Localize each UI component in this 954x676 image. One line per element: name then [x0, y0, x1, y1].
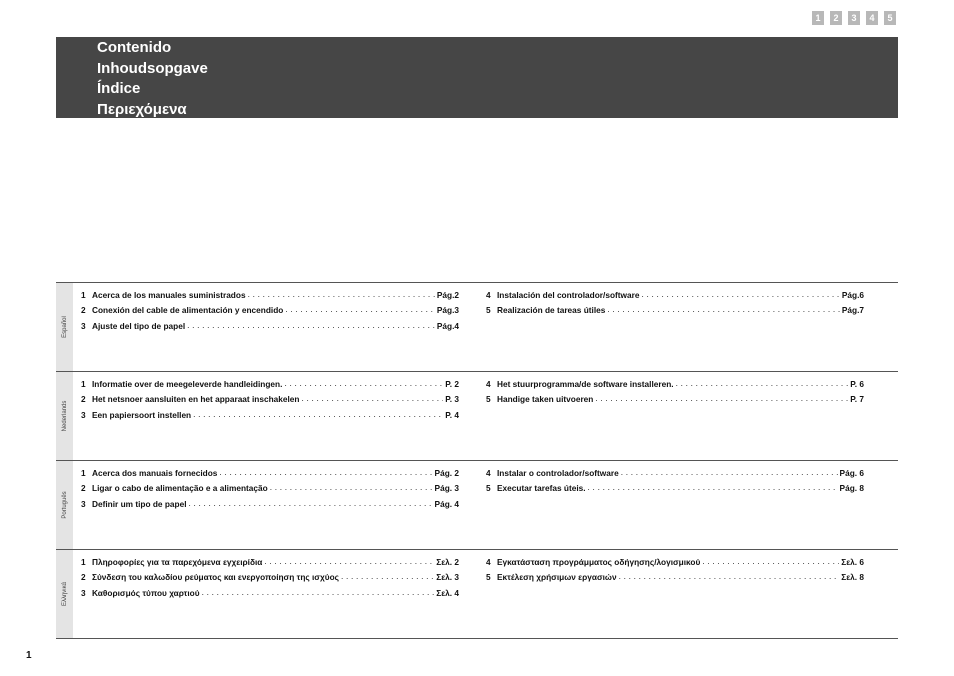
toc-page: Pág. 4 [434, 498, 459, 509]
toc-leader [588, 482, 838, 492]
toc-title: Een papiersoort instellen [92, 409, 192, 420]
toc-title: Conexión del cable de alimentación y encendido [92, 305, 284, 316]
toc-entry[interactable] [81, 394, 459, 409]
toc-number: 3 [81, 498, 86, 509]
toc-leader [641, 289, 839, 299]
toc-leader [341, 571, 434, 581]
toc-number: 4 [486, 290, 491, 300]
toc-number: 1 [81, 379, 86, 389]
toc-leader [270, 482, 433, 492]
toc-entry[interactable] [486, 394, 864, 409]
toc-number: 5 [486, 394, 491, 405]
toc-page: Σελ. 6 [841, 557, 864, 567]
header-title-es: Contenido [97, 39, 172, 56]
toc-title: Ligar o cabo de alimentação e a alimentação [92, 483, 268, 494]
toc-number: 3 [81, 587, 86, 598]
page-tab-1[interactable]: 1 [812, 11, 824, 25]
toc-column-left [81, 379, 459, 425]
toc-column-right [486, 468, 864, 499]
toc-entry[interactable] [486, 557, 864, 572]
toc-section-pt [56, 460, 898, 549]
toc-column-left [81, 290, 459, 336]
toc-leader [702, 556, 839, 566]
toc-entry[interactable] [486, 483, 864, 498]
toc-page: P. 2 [445, 379, 459, 389]
language-tab [56, 283, 73, 371]
toc-page: Pág. 3 [434, 483, 459, 494]
toc-leader [193, 409, 443, 419]
toc-entry[interactable] [81, 290, 459, 305]
toc-leader [621, 467, 838, 477]
toc-number: 2 [81, 572, 86, 583]
toc-page: Pág.3 [436, 305, 459, 316]
header-title-el: Περιεχόμενα [97, 100, 187, 118]
header-band [56, 37, 898, 118]
toc-title: Πληροφορίες για τα παρεχόμενα εγχειρίδια [92, 557, 263, 567]
toc-leader [284, 378, 443, 388]
toc-title: Instalar o controlador/software [497, 468, 619, 478]
language-label: Nederlands [61, 400, 68, 432]
toc-entry[interactable] [486, 305, 864, 320]
toc-number: 5 [486, 483, 491, 494]
toc-entry[interactable] [81, 588, 459, 603]
toc-page: P. 6 [850, 379, 864, 389]
toc-entry[interactable] [81, 410, 459, 425]
toc-number: 4 [486, 557, 491, 567]
toc-title: Acerca de los manuales suministrados [92, 290, 246, 300]
toc-number: 1 [81, 290, 86, 300]
toc-entry[interactable] [486, 290, 864, 305]
toc-title: Instalación del controlador/software [497, 290, 640, 300]
toc-title: Σύνδεση του καλωδίου ρεύματος και ενεργοποίηση της ισχύος [92, 572, 339, 583]
toc-leader [676, 378, 849, 388]
page-tab-3[interactable]: 3 [848, 11, 860, 25]
toc-title: Handige taken uitvoeren [497, 394, 594, 405]
toc-column-left [81, 557, 459, 603]
toc-page: Σελ. 3 [436, 572, 459, 583]
toc-column-left [81, 468, 459, 514]
toc-entry[interactable] [486, 572, 864, 587]
toc-page: Pág. 2 [434, 468, 459, 478]
toc-entry[interactable] [486, 379, 864, 394]
toc-leader [607, 304, 839, 314]
toc-column-right [486, 290, 864, 321]
toc-page: Pág.4 [436, 320, 459, 331]
toc-leader [187, 320, 435, 330]
toc-title: Ajuste del tipo de papel [92, 320, 186, 331]
toc-column-right [486, 557, 864, 588]
toc-title: Executar tarefas úteis. [497, 483, 586, 494]
toc-title: Het netsnoer aansluiten en het apparaat inschakelen [92, 394, 300, 405]
toc-page: Pág.6 [841, 290, 864, 300]
toc-leader [189, 498, 433, 508]
toc-number: 5 [486, 572, 491, 583]
header-title-pt: Índice [97, 80, 141, 97]
toc-page: Pág. 6 [839, 468, 864, 478]
toc-number: 1 [81, 557, 86, 567]
header-title-nl: Inhoudsopgave [97, 59, 208, 77]
toc-number: 5 [486, 305, 491, 316]
toc-page: P. 7 [850, 394, 864, 405]
toc-column-right [486, 379, 864, 410]
language-label: Português [61, 491, 68, 519]
toc-leader [619, 571, 840, 581]
language-tab [56, 550, 73, 638]
toc-entry[interactable] [81, 557, 459, 572]
language-tab [56, 461, 73, 549]
toc-leader [264, 556, 434, 566]
toc-title: Informatie over de meegeleverde handleidingen. [92, 379, 283, 389]
toc-title: Acerca dos manuais fornecidos [92, 468, 218, 478]
toc-page: Σελ. 8 [841, 572, 864, 583]
toc-entry[interactable] [81, 305, 459, 320]
toc-entry[interactable] [81, 321, 459, 336]
toc-title: Realización de tareas útiles [497, 305, 606, 316]
toc-number: 3 [81, 409, 86, 420]
toc-page: Pág. 8 [839, 483, 864, 494]
toc-entry[interactable] [81, 572, 459, 587]
toc-title: Definir um tipo de papel [92, 498, 187, 509]
toc-page: P. 3 [445, 394, 459, 405]
toc-entry[interactable] [81, 379, 459, 394]
toc-page: Pág.7 [841, 305, 864, 316]
toc-leader [219, 467, 432, 477]
language-label: Español [61, 316, 68, 338]
page-tabs [812, 11, 896, 25]
toc-title: Εγκατάσταση προγράμματος οδήγησης/λογισμικού [497, 557, 701, 567]
toc-number: 1 [81, 468, 86, 478]
toc-section-el [56, 549, 898, 639]
toc-section-es [56, 282, 898, 371]
toc-leader [285, 304, 435, 314]
toc-leader [248, 289, 435, 299]
toc-leader [202, 587, 435, 597]
toc-number: 4 [486, 379, 491, 389]
toc-number: 2 [81, 305, 86, 316]
toc-page: Σελ. 2 [436, 557, 459, 567]
page-tab-4[interactable]: 4 [866, 11, 878, 25]
toc-entry[interactable] [81, 468, 459, 483]
toc-number: 3 [81, 320, 86, 331]
toc-entry[interactable] [81, 483, 459, 498]
page-tab-5[interactable]: 5 [884, 11, 896, 25]
toc-leader [302, 393, 444, 403]
toc-leader [595, 393, 848, 403]
toc-page: Σελ. 4 [436, 587, 459, 598]
language-label: Ελληνικά [61, 581, 68, 607]
toc-page: Pág.2 [436, 290, 459, 300]
toc-entry[interactable] [81, 499, 459, 514]
toc-entry[interactable] [486, 468, 864, 483]
toc-title: Εκτέλεση χρήσιμων εργασιών [497, 572, 617, 583]
page-number: 1 [26, 650, 32, 661]
toc-number: 4 [486, 468, 491, 478]
toc-section-nl [56, 371, 898, 460]
page-tab-2[interactable]: 2 [830, 11, 842, 25]
toc-title: Καθορισμός τύπου χαρτιού [92, 587, 200, 598]
language-tab [56, 372, 73, 460]
toc-title: Het stuurprogramma/de software installeren. [497, 379, 674, 389]
toc-page: P. 4 [445, 409, 459, 420]
toc-number: 2 [81, 483, 86, 494]
toc-number: 2 [81, 394, 86, 405]
